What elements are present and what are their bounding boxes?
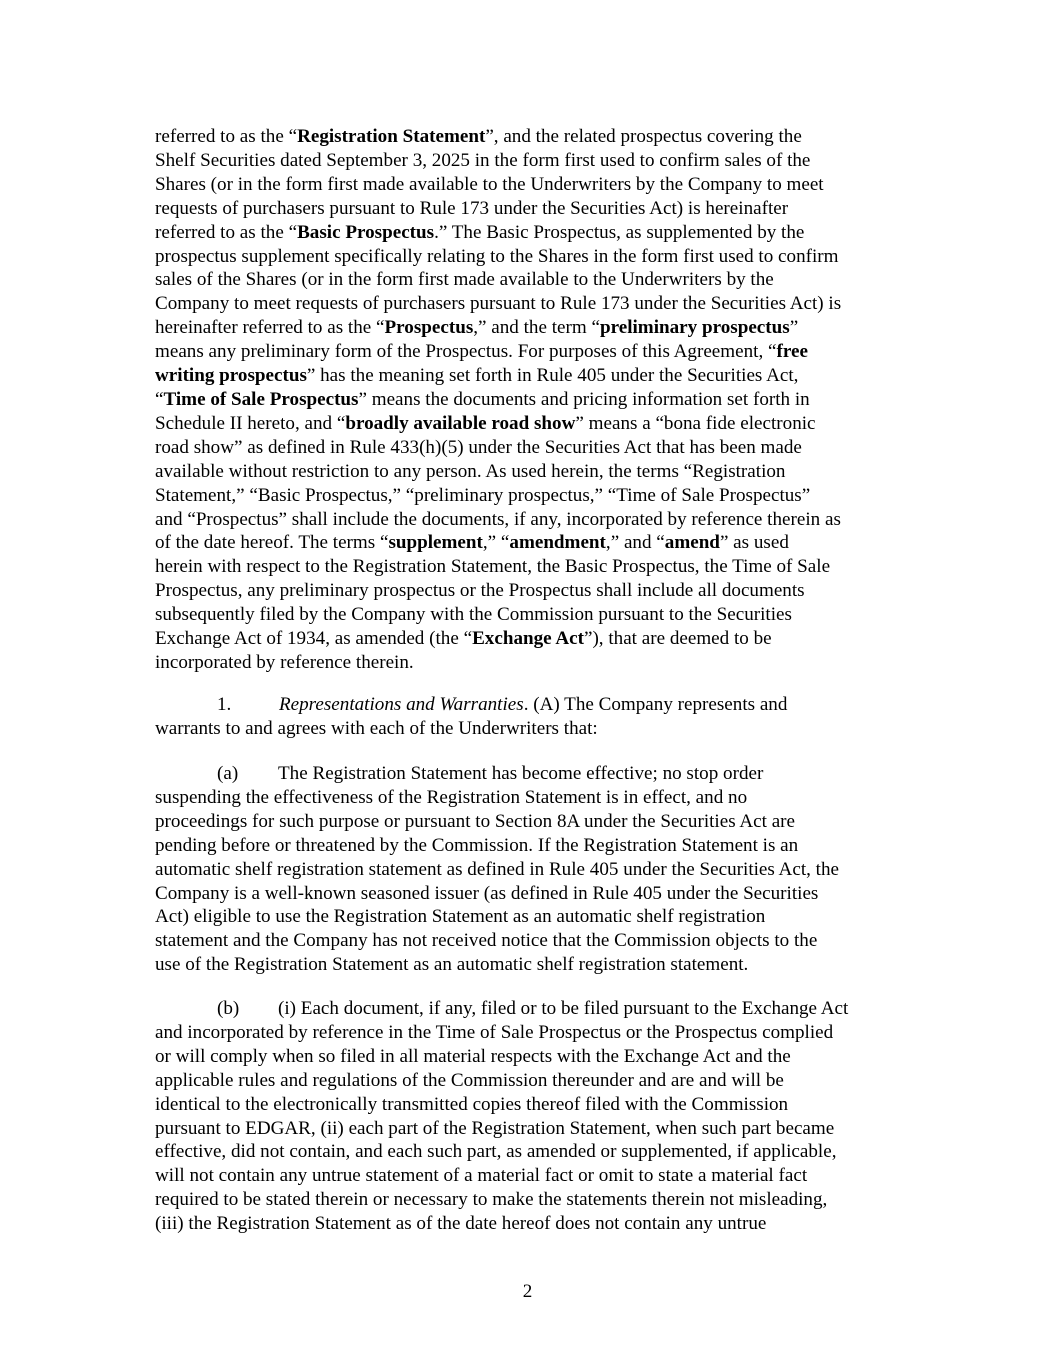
section-title: Representations and Warranties: [279, 694, 524, 715]
text-run: ” as used: [719, 532, 789, 554]
intro-line: [155, 340, 915, 364]
text-run: prospectus supplement specifically relating to the Shares in the form first used to confirm: [155, 245, 839, 267]
clause-a-line: statement and the Company has not received notice that the Commission objects to the: [155, 930, 818, 952]
text-run: ” means a “bona fide electronic: [575, 412, 816, 434]
text-run: road show” as defined in Rule 433(h)(5) under the Securities Act that has been made: [155, 436, 802, 458]
clause-b-line: effective, did not contain, and each such part, as amended or supplemented, if applicable,: [155, 1141, 837, 1163]
clause-a-line: suspending the effectiveness of the Registration Statement is in effect, and no: [155, 786, 748, 808]
text-run: hereinafter referred to as the “: [155, 317, 385, 339]
clause-a-first-line: [155, 762, 915, 786]
intro-line: [155, 412, 915, 436]
section-1-lead-text: . (A) The Company represents and: [523, 694, 788, 715]
defined-term: supplement: [388, 532, 483, 554]
intro-line: [155, 460, 915, 484]
text-run: referred to as the “: [155, 221, 298, 243]
clause-a-body: [155, 786, 915, 977]
text-run: Statement,” “Basic Prospectus,” “preliminary prospectus,” “Time of Sale Prospectus”: [155, 484, 811, 506]
text-run: requests of purchasers pursuant to Rule 173 under the Securities Act) is hereinafter: [155, 197, 789, 219]
intro-line: [155, 436, 915, 460]
clause-b-line: applicable rules and regulations of the Commission thereunder and are and will be: [155, 1069, 784, 1091]
clause-a-first-text: The Registration Statement has become effective; no stop order: [278, 763, 764, 784]
clause-a-line: automatic shelf registration statement as defined in Rule 405 under the Securities Act, the: [155, 858, 839, 880]
clause-b-first-line: [155, 997, 915, 1021]
intro-line: [155, 197, 915, 221]
text-run: Prospectus, any preliminary prospectus or the Prospectus shall include all documents: [155, 580, 805, 602]
defined-term: Registration Statement: [297, 126, 486, 147]
clause-a-line: pending before or threatened by the Commission. If the Registration Statement is an: [155, 834, 799, 856]
intro-line: [155, 531, 915, 555]
defined-term: preliminary prospectus: [599, 317, 790, 339]
intro-line: [155, 292, 915, 316]
clause-b-line: and incorporated by reference in the Time of Sale Prospectus or the Prospectus complied: [155, 1021, 834, 1043]
clause-b-line: required to be stated therein or necessary to make the statements therein not misleading,: [155, 1189, 828, 1211]
page-number: 2: [522, 1281, 533, 1302]
intro-line: [155, 221, 915, 245]
text-run: of the date hereof. The terms “: [155, 532, 389, 554]
section-1-first-line: [155, 693, 915, 717]
clause-b-label: (b): [217, 998, 240, 1019]
clause-a-paragraph: [155, 762, 915, 977]
clause-b-line: will not contain any untrue statement of a material fact or omit to state a material fact: [155, 1165, 808, 1187]
section-1-second-line: warrants to and agrees with each of the Underwriters that:: [155, 717, 598, 739]
text-run: Exchange Act of 1934, as amended (the “: [155, 628, 473, 650]
text-run: and “Prospectus” shall include the documents, if any, incorporated by reference therein as: [155, 508, 841, 530]
intro-line: [155, 627, 915, 651]
clause-a-label: (a): [217, 763, 239, 784]
defined-term: writing prospectus: [155, 365, 307, 387]
intro-line: [155, 651, 915, 675]
intro-line: [155, 149, 915, 173]
text-run: sales of the Shares (or in the form first made available to the Underwriters by the: [155, 269, 774, 291]
text-run: subsequently filed by the Company with the Commission pursuant to the Securities: [155, 604, 792, 626]
clause-b-body: [155, 1021, 915, 1236]
intro-line: [155, 125, 915, 149]
defined-term: amend: [664, 532, 720, 554]
clause-b-paragraph: [155, 997, 915, 1236]
text-run: ” has the meaning set forth in Rule 405 under the Securities Act,: [306, 365, 799, 387]
section-number: 1.: [217, 694, 232, 715]
clause-a-line: Act) eligible to use the Registration Statement as an automatic shelf registration: [155, 906, 766, 928]
intro-line: [155, 316, 915, 340]
intro-line: [155, 245, 915, 269]
defined-term: broadly available road show: [345, 412, 576, 434]
intro-line: [155, 268, 915, 292]
text-run: Company to meet requests of purchasers pursuant to Rule 173 under the Securities Act) is: [155, 293, 842, 315]
text-run: Shelf Securities dated September 3, 2025 in the form first used to confirm sales of the: [155, 149, 811, 171]
clause-b-line: (iii) the Registration Statement as of the date hereof does not contain any untrue: [155, 1213, 767, 1235]
text-run: ”, and the related prospectus covering the: [485, 126, 802, 147]
intro-line: [155, 484, 915, 508]
defined-term: Basic Prospectus: [297, 221, 435, 243]
clause-b-line: pursuant to EDGAR, (ii) each part of the Registration Statement, when such part became: [155, 1117, 835, 1139]
intro-line: [155, 364, 915, 388]
intro-line: [155, 173, 915, 197]
clause-a-line: proceedings for such purpose or pursuant to Section 8A under the Securities Act are: [155, 810, 796, 832]
text-run: herein with respect to the Registration Statement, the Basic Prospectus, the Time of Sale: [155, 556, 831, 578]
clause-b-first-text: (i) Each document, if any, filed or to be filed pursuant to the Exchange Act: [278, 998, 849, 1019]
intro-line: [155, 555, 915, 579]
text-run: ,” and “: [605, 532, 665, 554]
defined-term: Exchange Act: [472, 628, 584, 650]
text-run: ” means the documents and pricing information set forth in: [358, 388, 810, 410]
clause-a-line: Company is a well-known seasoned issuer (as defined in Rule 405 under the Securities: [155, 882, 819, 904]
text-run: available without restriction to any person. As used herein, the terms “Registration: [155, 460, 786, 482]
intro-paragraph: [155, 125, 915, 675]
text-run: “: [155, 388, 164, 410]
intro-line: [155, 579, 915, 603]
section-1-paragraph: [155, 693, 915, 741]
intro-line: [155, 388, 915, 412]
clause-a-line: use of the Registration Statement as an automatic shelf registration statement.: [155, 954, 749, 976]
text-run: ,” and the term “: [473, 317, 600, 339]
text-run: .” The Basic Prospectus, as supplemented by the: [434, 221, 805, 243]
text-run: referred to as the “: [155, 126, 298, 147]
intro-line: [155, 603, 915, 627]
clause-b-line: or will comply when so filed in all material respects with the Exchange Act and the: [155, 1045, 791, 1067]
text-run: ”: [789, 317, 799, 339]
text-run: Schedule II hereto, and “: [155, 412, 346, 434]
text-run: Shares (or in the form first made available to the Underwriters by the Company to meet: [155, 173, 824, 195]
text-run: ,” “: [482, 532, 510, 554]
clause-b-line: identical to the electronically transmitted copies thereof filed with the Commission: [155, 1093, 789, 1115]
defined-term: free: [776, 341, 808, 363]
intro-line: [155, 508, 915, 532]
text-run: ”), that are deemed to be: [583, 628, 772, 650]
defined-term: Prospectus: [384, 317, 474, 339]
defined-term: amendment: [509, 532, 606, 554]
defined-term: Time of Sale Prospectus: [163, 388, 359, 410]
text-run: means any preliminary form of the Prospectus. For purposes of this Agreement, “: [155, 341, 777, 363]
text-run: incorporated by reference therein.: [155, 651, 414, 673]
